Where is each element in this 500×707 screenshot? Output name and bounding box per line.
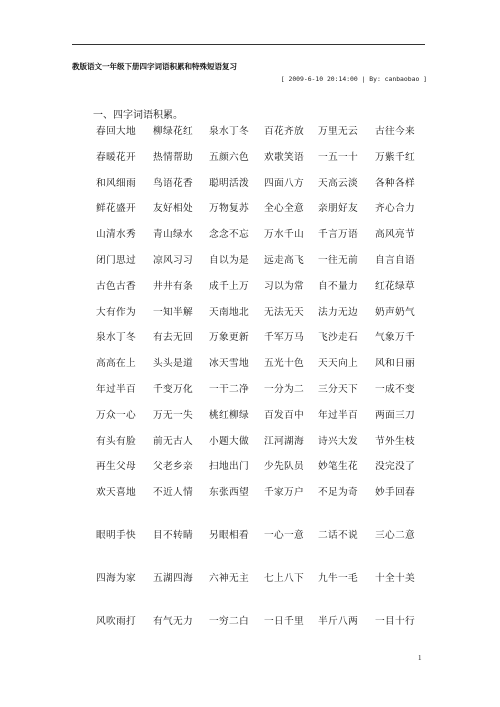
- idiom-cell: 半斤八两: [318, 616, 358, 627]
- idiom-cell: 欢歌笑语: [264, 151, 304, 163]
- idiom-cell: 十全十美: [375, 573, 415, 584]
- idiom-cell: 欢天喜地: [96, 487, 136, 499]
- idiom-cell: 百发百中: [264, 409, 304, 421]
- idiom-cell: 凉风习习: [153, 255, 193, 266]
- idiom-cell: 一往无前: [318, 255, 358, 266]
- idiom-cell: 法力无边: [318, 306, 358, 318]
- post-meta: [ 2009-6-10 20:14:00 | By: canbaobao ]: [280, 75, 427, 83]
- idiom-cell: 百花齐放: [264, 126, 304, 137]
- idiom-cell: 一成不变: [375, 384, 415, 395]
- idiom-cell: 妙笔生花: [318, 461, 358, 473]
- idiom-cell: 自不量力: [318, 280, 358, 292]
- idiom-cell: 闭门思过: [96, 255, 136, 266]
- idiom-cell: 前无古人: [153, 435, 193, 447]
- idiom-cell: 齐心合力: [375, 203, 415, 215]
- idiom-cell: 念念不忘: [209, 229, 249, 241]
- idiom-cell: 千变万化: [153, 384, 193, 395]
- idiom-cell: 万物复苏: [209, 203, 249, 215]
- idiom-row: [96, 382, 446, 398]
- idiom-cell: 气象万千: [375, 332, 415, 344]
- idiom-cell: 冰天雪地: [209, 358, 249, 370]
- idiom-cell: 年过半百: [318, 409, 358, 421]
- idiom-cell: 千家万户: [264, 487, 304, 499]
- idiom-cell: 一目十行: [375, 616, 415, 627]
- idiom-cell: 飞沙走石: [318, 332, 358, 344]
- idiom-row: [96, 356, 446, 372]
- idiom-cell: 成千上万: [209, 280, 249, 292]
- idiom-cell: 风吹雨打: [96, 616, 136, 627]
- idiom-cell: 山清水秀: [96, 229, 136, 241]
- idiom-cell: 青山绿水: [153, 229, 193, 241]
- idiom-cell: 节外生枝: [375, 435, 415, 447]
- idiom-cell: 七上八下: [264, 573, 304, 584]
- idiom-row: [96, 201, 446, 217]
- idiom-row: [96, 176, 446, 192]
- idiom-row: [96, 279, 446, 295]
- idiom-row: [96, 459, 446, 475]
- idiom-cell: 五光十色: [264, 358, 304, 370]
- idiom-cell: 九牛一毛: [318, 573, 358, 584]
- idiom-cell: 一日千里: [264, 616, 304, 627]
- idiom-cell: 三心二意: [375, 530, 415, 541]
- idiom-cell: 不足为奇: [318, 487, 358, 499]
- idiom-row: [96, 528, 446, 544]
- idiom-cell: 年过半百: [96, 384, 136, 395]
- header-rule: [72, 44, 425, 45]
- idiom-cell: 千言万语: [318, 229, 358, 241]
- idiom-cell: 自言自语: [375, 255, 415, 266]
- idiom-cell: 鸟语花香: [153, 177, 193, 189]
- idiom-row: [96, 485, 446, 501]
- idiom-cell: 万水千山: [264, 229, 304, 241]
- idiom-row: [96, 124, 446, 140]
- idiom-cell: 有气无力: [153, 616, 193, 627]
- idiom-cell: 一分为二: [264, 384, 304, 395]
- idiom-cell: 一五一十: [318, 151, 358, 163]
- idiom-cell: 眼明手快: [96, 530, 136, 541]
- idiom-cell: 友好相处: [153, 203, 193, 215]
- idiom-cell: 奶声奶气: [375, 306, 415, 318]
- idiom-cell: 少先队员: [264, 461, 304, 473]
- idiom-cell: 三分天下: [318, 384, 358, 395]
- idiom-cell: 鲜花盛开: [96, 203, 136, 215]
- idiom-cell: 高风亮节: [375, 229, 415, 241]
- idiom-cell: 妙手回春: [375, 487, 415, 499]
- page-number: 1: [418, 654, 422, 662]
- idiom-cell: 万象更新: [209, 332, 249, 344]
- idiom-cell: 柳绿花红: [153, 126, 193, 137]
- idiom-cell: 一知半解: [153, 306, 193, 318]
- idiom-cell: 父老乡亲: [153, 461, 193, 473]
- idiom-row: [96, 305, 446, 321]
- idiom-cell: 红花绿草: [375, 280, 415, 292]
- idiom-cell: 春回大地: [96, 126, 136, 137]
- idiom-cell: 井井有条: [153, 280, 193, 292]
- idiom-row: [96, 614, 446, 630]
- idiom-cell: 头头是道: [153, 358, 193, 370]
- idiom-cell: 古往今来: [375, 126, 415, 137]
- idiom-cell: 风和日丽: [375, 358, 415, 370]
- idiom-cell: 诗兴大发: [318, 435, 358, 447]
- idiom-cell: 全心全意: [264, 203, 304, 215]
- idiom-row: [96, 150, 446, 166]
- idiom-cell: 泉水丁冬: [96, 332, 136, 344]
- idiom-cell: 一心一意: [264, 530, 304, 541]
- idiom-cell: 一穷二白: [209, 616, 249, 627]
- idiom-row: [96, 253, 446, 269]
- idiom-cell: 江河湖海: [264, 435, 304, 447]
- idiom-cell: 一干二净: [209, 384, 249, 395]
- idiom-cell: 天高云淡: [318, 177, 358, 189]
- idiom-cell: 再生父母: [96, 461, 136, 473]
- idiom-cell: 另眼相看: [209, 530, 249, 541]
- idiom-cell: 小题大做: [209, 435, 249, 447]
- idiom-cell: 东张西望: [209, 487, 249, 499]
- idiom-cell: 扫地出门: [209, 461, 249, 473]
- idiom-cell: 天南地北: [209, 306, 249, 318]
- idiom-cell: 有头有脸: [96, 435, 136, 447]
- idiom-cell: 万紫千红: [375, 151, 415, 163]
- idiom-cell: 四海为家: [96, 573, 136, 584]
- idiom-cell: 聪明活泼: [209, 177, 249, 189]
- idiom-cell: 热情帮助: [153, 151, 193, 163]
- idiom-cell: 各种各样: [375, 177, 415, 189]
- idiom-cell: 无法无天: [264, 306, 304, 318]
- idiom-cell: 万里无云: [318, 126, 358, 137]
- idiom-cell: 习以为常: [264, 280, 304, 292]
- idiom-cell: 高高在上: [96, 358, 136, 370]
- idiom-cell: 远走高飞: [264, 255, 304, 266]
- idiom-cell: 二话不说: [318, 530, 358, 541]
- idiom-cell: 万众一心: [96, 409, 136, 421]
- idiom-row: [96, 408, 446, 424]
- idiom-cell: 五颜六色: [209, 151, 249, 163]
- idiom-cell: 天天向上: [318, 358, 358, 370]
- idiom-cell: 春暖花开: [96, 151, 136, 163]
- idiom-cell: 有去无回: [153, 332, 193, 344]
- idiom-cell: 亲朋好友: [318, 203, 358, 215]
- idiom-row: [96, 227, 446, 243]
- document-title: 教版语文一年级下册四字词语积累和特殊短语复习: [72, 62, 237, 71]
- idiom-cell: 和风细雨: [96, 177, 136, 189]
- idiom-cell: 四面八方: [264, 177, 304, 189]
- idiom-cell: 不近人情: [153, 487, 193, 499]
- idiom-cell: 桃红柳绿: [209, 409, 249, 421]
- idiom-cell: 古色古香: [96, 280, 136, 292]
- idiom-cell: 目不转睛: [153, 530, 193, 541]
- idiom-cell: 六神无主: [209, 573, 249, 584]
- idiom-cell: 没完没了: [375, 461, 415, 473]
- idiom-row: [96, 434, 446, 450]
- idiom-cell: 大有作为: [96, 306, 136, 318]
- idiom-cell: 五湖四海: [153, 573, 193, 584]
- idiom-row: [96, 330, 446, 346]
- idiom-cell: 万无一失: [153, 409, 193, 421]
- idiom-cell: 泉水丁冬: [209, 126, 249, 137]
- idiom-cell: 千军万马: [264, 332, 304, 344]
- idiom-cell: 自以为是: [209, 255, 249, 266]
- idiom-cell: 两面三刀: [375, 409, 415, 421]
- idiom-row: [96, 571, 446, 587]
- section-heading: 一、四字词语积累。: [93, 110, 183, 121]
